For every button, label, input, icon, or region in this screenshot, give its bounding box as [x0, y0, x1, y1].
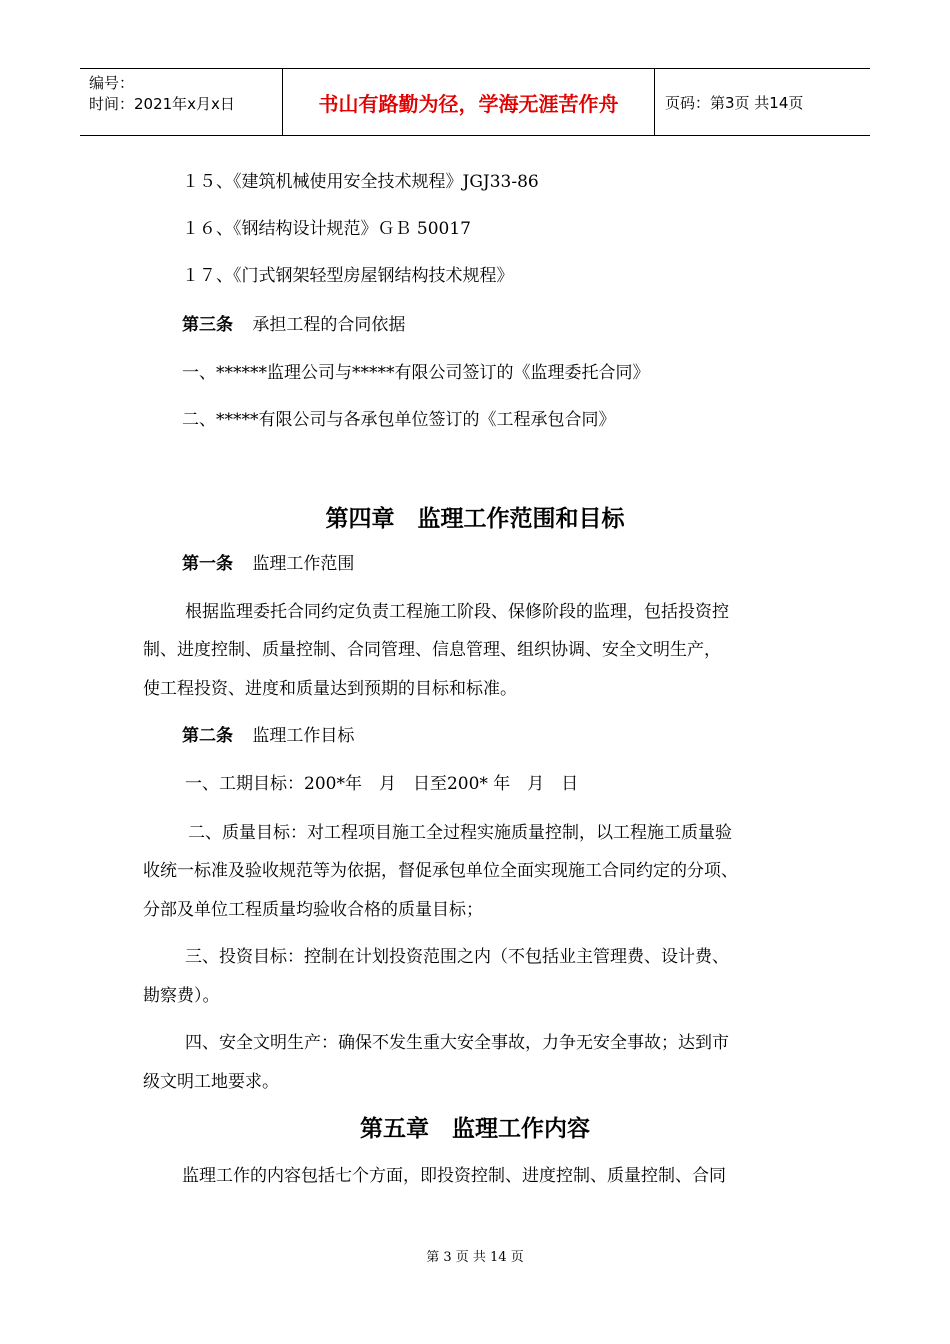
- article-3-text: 承担工程的合同依据: [252, 315, 406, 335]
- header-motto: 书山有路勤为径，学海无涯苦作舟: [282, 69, 655, 135]
- goal-quality-2: 收统一标准及验收规范等为依据，督促承包单位全面实现施工合同约定的分项、: [143, 861, 738, 881]
- goal-time: 一、工期目标：200*年 月 日至200* 年 月 日: [185, 774, 579, 794]
- page-header: [80, 68, 870, 136]
- article-1-heading: [182, 552, 354, 576]
- article-2-text: 监理工作目标: [252, 726, 355, 746]
- goal-safety-2: 级文明工地要求。: [143, 1072, 279, 1092]
- article-1-label: 第一条: [182, 554, 233, 574]
- article-3-label: 第三条: [182, 315, 233, 335]
- chapter-4-title: 第四章 监理工作范围和目标: [325, 505, 625, 532]
- scope-line-1: 根据监理委托合同约定负责工程施工阶段、保修阶段的监理，包括投资控: [185, 602, 729, 622]
- time-label: 时间：2021年x月x日: [89, 95, 235, 113]
- goal-quality-1: 二、质量目标：对工程项目施工全过程实施质量控制，以工程施工质量验: [188, 823, 732, 843]
- scope-line-3: 使工程投资、进度和质量达到预期的目标和标准。: [143, 679, 517, 699]
- goal-invest-1: 三、投资目标：控制在计划投资范围之内（不包括业主管理费、设计费、: [185, 947, 729, 967]
- article-3-heading: [182, 313, 405, 337]
- standard-17: １７、《门式钢架轻型房屋钢结构技术规程》: [182, 266, 514, 286]
- article-2-heading: [182, 724, 354, 748]
- standard-15: １５、《建筑机械使用安全技术规程》JGJ33-86: [182, 172, 539, 192]
- chapter-5-title: 第五章 监理工作内容: [360, 1115, 590, 1142]
- number-label: 编号：: [89, 74, 135, 92]
- goal-safety-1: 四、安全文明生产：确保不发生重大安全事故，力争无安全事故；达到市: [185, 1033, 729, 1053]
- goal-quality-3: 分部及单位工程质量均验收合格的质量目标；: [143, 900, 483, 920]
- header-page-info: 页码：第3页 共14页: [665, 93, 804, 112]
- content-line-1: 监理工作的内容包括七个方面，即投资控制、进度控制、质量控制、合同: [182, 1166, 726, 1186]
- article-2-label: 第二条: [182, 726, 233, 746]
- header-meta: [80, 69, 282, 135]
- scope-line-2: 制、进度控制、质量控制、合同管理、信息管理、组织协调、安全文明生产，: [143, 640, 721, 660]
- article-1-text: 监理工作范围: [252, 554, 355, 574]
- page-footer: 第 3 页 共 14 页: [426, 1250, 524, 1265]
- goal-invest-2: 勘察费）。: [143, 986, 220, 1006]
- standard-16: １６、《钢结构设计规范》ＧＢ 50017: [182, 219, 471, 239]
- contract-2: 二、*****有限公司与各承包单位签订的《工程承包合同》: [182, 410, 616, 430]
- contract-1: 一、******监理公司与*****有限公司签订的《监理委托合同》: [182, 363, 650, 383]
